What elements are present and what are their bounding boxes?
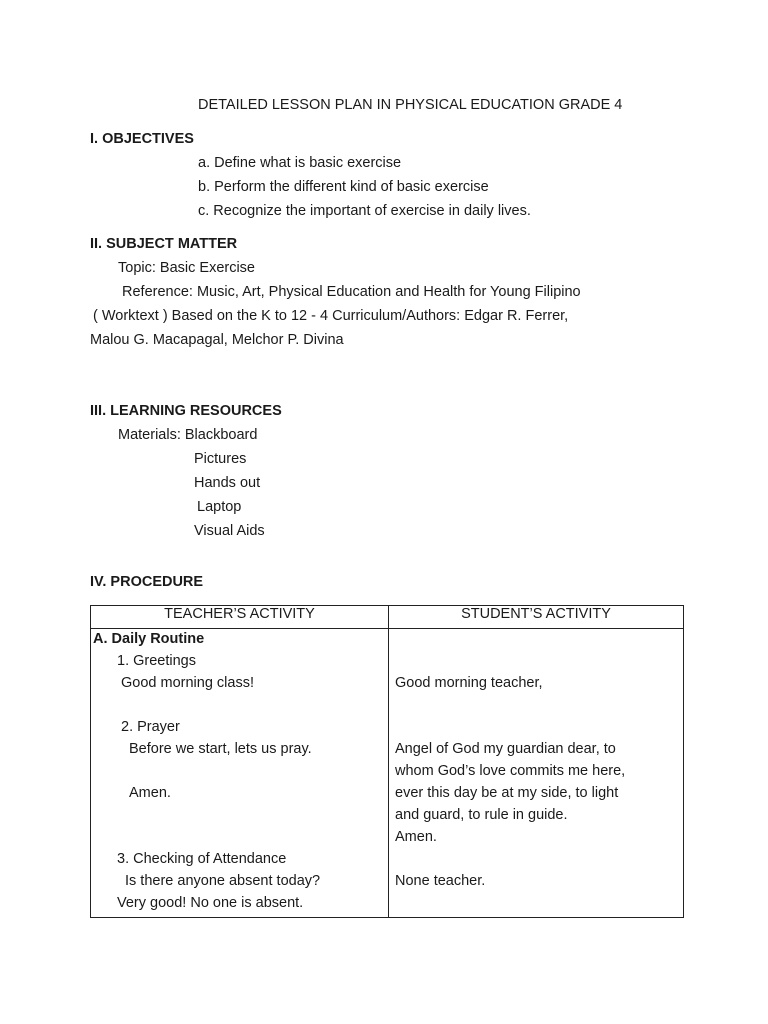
objectives-heading: I. OBJECTIVES [90,131,194,147]
teacher-activity-cell [91,629,389,918]
subject-matter-heading: II. SUBJECT MATTER [90,236,238,252]
objective-item: a. Define what is basic exercise [198,155,402,171]
student-none-answer: None teacher. [395,873,486,889]
student-greeting: Good morning teacher, [395,675,543,691]
objective-item: b. Perform the different kind of basic exercise [198,179,489,195]
table-header-row [91,606,684,629]
material-item: Pictures [194,451,247,467]
materials-label: Materials: Blackboard [118,427,258,443]
material-item: Laptop [197,499,242,515]
greetings-step: 1. Greetings [117,653,196,669]
teacher-greeting: Good morning class! [121,675,254,691]
procedure-table [90,605,684,918]
learning-resources-heading: III. LEARNING RESOURCES [90,403,282,419]
teacher-activity-header: TEACHER’S ACTIVITY [91,606,389,629]
student-activity-cell [389,629,684,918]
attendance-step: 3. Checking of Attendance [117,851,287,867]
daily-routine-heading: A. Daily Routine [93,631,205,647]
student-prayer-line: whom God’s love commits me here, [395,763,626,779]
document-title: DETAILED LESSON PLAN IN PHYSICAL EDUCATION GRADE 4 [198,97,623,113]
reference-line: Reference: Music, Art, Physical Education and Health for Young Filipino [122,284,581,300]
material-item: Visual Aids [194,523,265,539]
teacher-absent-question: Is there anyone absent today? [125,873,321,889]
teacher-amen: Amen. [129,785,171,801]
student-prayer-line: Amen. [395,829,437,845]
teacher-prayer-call: Before we start, lets us pray. [129,741,312,757]
objective-item: c. Recognize the important of exercise in daily lives. [198,203,531,219]
topic-line: Topic: Basic Exercise [118,260,255,276]
reference-line: Malou G. Macapagal, Melchor P. Divina [90,332,344,348]
procedure-heading: IV. PROCEDURE [90,574,204,590]
student-prayer-line: ever this day be at my side, to light [395,785,619,801]
reference-line: ( Worktext ) Based on the K to 12 - 4 Curriculum/Authors: Edgar R. Ferrer, [93,308,569,324]
student-activity-header: STUDENT’S ACTIVITY [389,606,684,629]
teacher-very-good: Very good! No one is absent. [117,895,304,911]
student-prayer-line: Angel of God my guardian dear, to [395,741,616,757]
student-prayer-line: and guard, to rule in guide. [395,807,568,823]
table-row [91,629,684,918]
prayer-step: 2. Prayer [121,719,180,735]
material-item: Hands out [194,475,261,491]
